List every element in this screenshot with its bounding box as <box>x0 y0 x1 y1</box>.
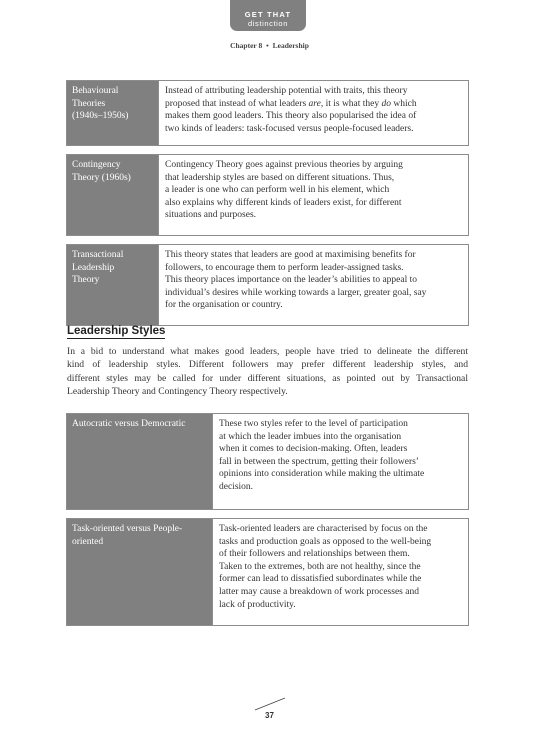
text-run: fall in between the spectrum, getting their followers’ <box>219 456 419 467</box>
row-description-line <box>219 443 463 456</box>
text-run: a leader is one who can perform well in his element, which <box>165 185 390 196</box>
chapter-separator: • <box>266 41 269 50</box>
emphasis-run: do <box>381 98 392 109</box>
row-label-cell <box>67 414 213 510</box>
emphasis-run: are <box>308 98 321 109</box>
row-description-line <box>165 172 463 185</box>
leadership-theories-table <box>66 80 469 326</box>
page-number-slash-decoration <box>253 697 287 711</box>
row-label-line: Transactional <box>72 250 124 260</box>
row-label-line: Behavioural <box>72 86 119 96</box>
text-run: This theory places importance on the leader’s abilities to appeal to <box>165 275 418 286</box>
paragraph-line: In a bid to understand what makes good leaders, people have tried to delineate the different <box>67 346 468 357</box>
row-description-cell <box>159 155 469 236</box>
text-run: opinions into consideration while making the ultimate <box>219 469 425 480</box>
row-spacer <box>67 510 469 519</box>
row-spacer-cell <box>67 236 469 245</box>
row-description-line <box>219 573 463 586</box>
row-description-line <box>165 110 463 123</box>
table-row <box>67 519 469 626</box>
row-description-cell <box>159 245 469 326</box>
row-description-line <box>165 98 463 111</box>
row-description-line <box>219 599 463 612</box>
book-title-line1: GET THAT <box>244 10 292 19</box>
row-label-cell <box>67 519 213 626</box>
table-row <box>67 81 469 146</box>
text-run: Instead of attributing leadership potential with traits, this theory <box>165 86 408 96</box>
chapter-title: Leadership <box>272 41 309 50</box>
text-run: Taken to the extremes, both are not healthy, since the <box>219 561 421 572</box>
row-spacer <box>67 146 469 155</box>
row-label-line: Theory <box>72 275 100 286</box>
text-run: Contingency Theory goes against previous theories by arguing <box>165 160 403 170</box>
row-description-line <box>219 468 463 481</box>
row-label-line: Leadership <box>72 262 115 273</box>
row-description-line <box>219 536 463 549</box>
row-label-line: Autocratic versus Democratic <box>72 419 186 429</box>
book-title-tab <box>230 0 306 31</box>
row-description-line <box>165 299 463 312</box>
row-label-line: (1940s–1950s) <box>72 111 129 122</box>
row-description-line <box>165 123 463 136</box>
text-run: of their followers and relationships between them. <box>219 549 410 560</box>
text-run: This theory states that leaders are good at maximising benefits for <box>165 250 416 260</box>
paragraph-line: kind of leadership styles. Different followers may prefer different leadership styles, and <box>67 359 468 371</box>
row-description-line <box>165 159 463 172</box>
text-run: These two styles refer to the level of participation <box>219 419 408 429</box>
row-label-cell <box>67 245 159 326</box>
row-description-line <box>165 274 463 287</box>
row-label-line: Contingency <box>72 160 121 170</box>
text-run: when it comes to decision-making. Often, leaders <box>219 444 408 455</box>
text-run: latter may cause a breakdown of work processes and <box>219 586 419 597</box>
running-header <box>0 41 539 50</box>
leadership-styles-table <box>66 413 469 626</box>
row-description-line <box>165 184 463 197</box>
row-spacer-cell <box>67 510 469 519</box>
text-run: which <box>391 98 417 109</box>
row-description-line <box>219 418 463 431</box>
text-run: followers, to encourage them to perform leader-assigned tasks. <box>165 262 404 273</box>
chapter-number: Chapter 8 <box>230 41 263 50</box>
table-row <box>67 245 469 326</box>
row-label-cell <box>67 155 159 236</box>
text-run: former can lead to dissatisfied subordinates while the <box>219 574 422 585</box>
row-label-cell <box>67 81 159 146</box>
page-number: 37 <box>265 711 274 720</box>
text-run: makes them good leaders. This theory also popularised the idea of <box>165 111 417 122</box>
text-run: at which the leader imbues into the organisation <box>219 431 402 442</box>
row-description-cell <box>213 414 469 510</box>
row-description-line <box>165 85 463 98</box>
text-run: situations and purposes. <box>165 210 257 221</box>
section-heading: Leadership Styles <box>67 325 166 337</box>
text-run: decision. <box>219 481 254 492</box>
table-row <box>67 414 469 510</box>
row-description-cell <box>213 519 469 626</box>
row-label-line: Task-oriented versus People- <box>72 524 183 534</box>
text-run: also explains why different kinds of leaders exist, for different <box>165 197 402 208</box>
row-description-line <box>165 249 463 262</box>
row-description-line <box>165 262 463 275</box>
row-description-line <box>219 561 463 574</box>
text-run: proposed that instead of what leaders <box>165 98 309 109</box>
text-run: tasks and production goals as opposed to the well-being <box>219 536 432 547</box>
text-run: individual’s desires while working towards a larger, greater goal, say <box>165 287 427 298</box>
row-description-line <box>219 523 463 536</box>
row-description-cell <box>159 81 469 146</box>
paragraph-line: Leadership Theory and Contingency Theory respectively. <box>67 386 288 398</box>
row-description-line <box>165 209 463 222</box>
row-label-line: oriented <box>72 536 104 547</box>
row-description-line <box>219 481 463 494</box>
text-run: , it is what they <box>320 98 382 109</box>
text-run: for the organisation or country. <box>165 300 283 311</box>
section-paragraph <box>67 345 468 399</box>
row-description-line <box>219 548 463 561</box>
row-description-line <box>165 287 463 300</box>
text-run: Task-oriented leaders are characterised by focus on the <box>219 524 428 534</box>
table-row <box>67 155 469 236</box>
row-description-line <box>219 456 463 469</box>
row-description-line <box>219 586 463 599</box>
row-spacer <box>67 236 469 245</box>
paragraph-line: different styles may be called for under different situations, as pointed out by Transactional <box>67 372 468 384</box>
row-label-line: Theories <box>72 98 106 109</box>
row-spacer-cell <box>67 146 469 155</box>
row-description-line <box>219 431 463 444</box>
row-description-line <box>165 197 463 210</box>
book-title-line2: distinction <box>248 18 288 28</box>
text-run: that leadership styles are based on different situations. Thus, <box>165 172 395 183</box>
text-run: lack of productivity. <box>219 599 296 610</box>
row-label-line: Theory (1960s) <box>72 172 131 183</box>
text-run: two kinds of leaders: task-focused versus people-focused leaders. <box>165 123 414 134</box>
